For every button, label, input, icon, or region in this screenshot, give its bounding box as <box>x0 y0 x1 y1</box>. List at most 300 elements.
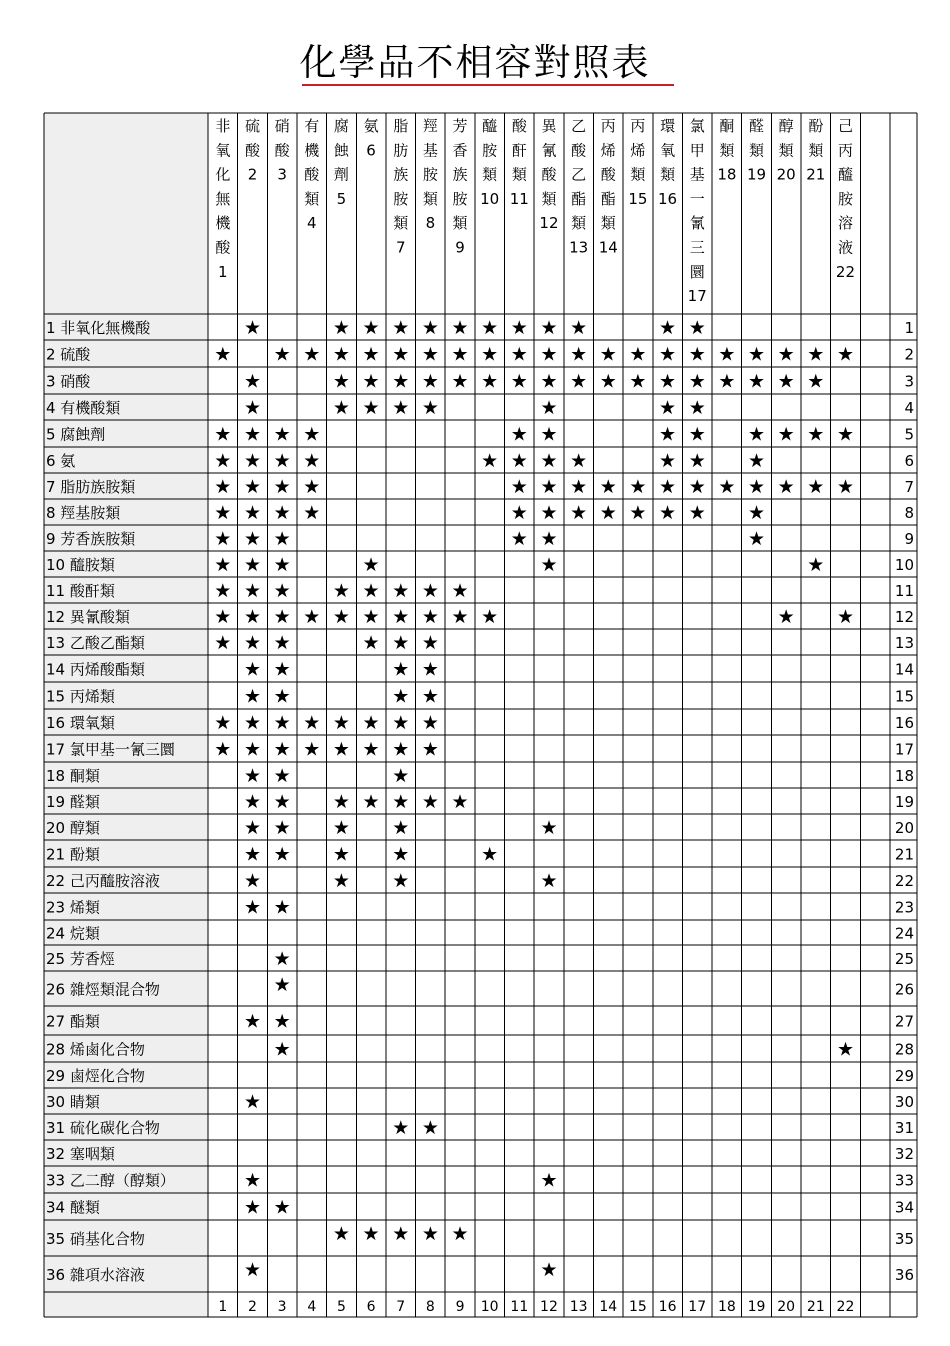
incompatible-mark: ★ <box>777 370 795 393</box>
incompatible-mark: ★ <box>599 502 617 524</box>
row-label: 29 鹵烴化合物 <box>46 1067 145 1085</box>
column-header-char: 類 <box>630 165 646 184</box>
incompatible-mark: ★ <box>392 712 410 734</box>
incompatible-mark: ★ <box>273 738 291 761</box>
incompatible-mark: ★ <box>362 370 380 393</box>
incompatible-mark: ★ <box>332 606 350 628</box>
incompatible-mark: ★ <box>421 712 439 734</box>
column-header-char: 酸 <box>215 238 231 257</box>
column-number-bottom: 20 <box>777 1299 796 1315</box>
incompatible-mark: ★ <box>273 632 291 654</box>
row-label: 15 丙烯類 <box>46 687 115 706</box>
column-header-char: 芳 <box>452 117 468 135</box>
incompatible-mark: ★ <box>659 450 677 472</box>
incompatible-mark: ★ <box>214 738 232 761</box>
column-header-char: 酯 <box>571 189 587 208</box>
incompatible-mark: ★ <box>214 502 232 524</box>
column-header <box>717 117 736 184</box>
row-number: 22 <box>894 872 914 890</box>
column-header-char: 胺 <box>482 141 498 160</box>
incompatible-mark: ★ <box>510 317 528 339</box>
row-number: 3 <box>904 372 914 391</box>
incompatible-mark: ★ <box>688 476 706 498</box>
column-header-char: 非 <box>215 117 231 135</box>
column-header <box>453 117 469 257</box>
column-header-char: 羥 <box>422 117 438 135</box>
incompatible-mark: ★ <box>629 343 647 366</box>
incompatible-mark: ★ <box>243 1010 261 1033</box>
incompatible-mark: ★ <box>570 317 588 339</box>
incompatible-mark: ★ <box>510 370 528 393</box>
row-number: 35 <box>894 1230 914 1248</box>
column-header-char: 醛 <box>749 117 765 135</box>
column-number-bottom: 6 <box>366 1299 376 1315</box>
row-number: 34 <box>894 1198 914 1217</box>
row-number: 16 <box>894 714 914 732</box>
incompatible-mark: ★ <box>570 450 588 472</box>
incompatible-mark: ★ <box>273 502 291 524</box>
incompatible-mark: ★ <box>392 397 410 419</box>
incompatible-mark: ★ <box>540 423 558 446</box>
incompatible-mark: ★ <box>807 554 825 576</box>
column-header-char: 11 <box>509 189 529 208</box>
column-header-char: 酐 <box>511 141 527 160</box>
column-header-char: 氰 <box>689 214 705 233</box>
column-header-char: 類 <box>660 165 676 184</box>
column-header-char: 類 <box>600 214 616 233</box>
column-header-char: 酸 <box>304 165 320 184</box>
column-header-char: 胺 <box>837 189 853 208</box>
column-number-bottom: 17 <box>688 1299 707 1315</box>
incompatible-mark: ★ <box>243 606 261 628</box>
column-number-bottom: 21 <box>806 1299 825 1315</box>
incompatible-mark: ★ <box>214 476 232 498</box>
column-header-char: 脂 <box>393 117 409 135</box>
row-number: 27 <box>894 1012 914 1031</box>
column-header-char: 胺 <box>452 189 468 208</box>
column-header-char: 腐 <box>333 117 349 135</box>
incompatible-mark: ★ <box>570 370 588 393</box>
column-header-char: 15 <box>628 189 648 208</box>
column-header-char: 三 <box>689 238 705 257</box>
incompatible-mark: ★ <box>392 1117 410 1139</box>
incompatible-mark: ★ <box>807 343 825 366</box>
row-label: 31 硫化碳化合物 <box>46 1119 160 1137</box>
incompatible-mark: ★ <box>688 317 706 339</box>
column-header <box>628 117 647 208</box>
incompatible-mark: ★ <box>659 423 677 446</box>
column-header <box>393 117 409 257</box>
incompatible-mark: ★ <box>243 738 261 761</box>
row-number: 20 <box>894 819 914 837</box>
incompatible-mark: ★ <box>214 632 232 654</box>
row-number: 24 <box>894 924 914 943</box>
column-header-char: 丙 <box>600 117 616 135</box>
incompatible-mark: ★ <box>540 528 558 550</box>
column-header-char: 氧 <box>215 141 231 160</box>
column-header-char: 甲 <box>689 141 705 160</box>
incompatible-mark: ★ <box>748 343 766 366</box>
incompatible-mark: ★ <box>421 580 439 602</box>
column-header <box>777 117 796 184</box>
column-header-char: 酮 <box>719 117 735 135</box>
column-header-char: 機 <box>215 214 231 233</box>
column-header-char: 有 <box>304 117 320 135</box>
column-header-char: 類 <box>808 141 824 160</box>
column-header-char: 胺 <box>422 165 438 184</box>
incompatible-mark: ★ <box>451 580 469 602</box>
incompatible-mark: ★ <box>540 450 558 472</box>
column-header-char: 液 <box>837 238 853 257</box>
incompatible-mark: ★ <box>807 370 825 393</box>
incompatible-mark: ★ <box>362 580 380 602</box>
column-header <box>245 117 261 184</box>
incompatible-mark: ★ <box>273 450 291 472</box>
incompatible-mark: ★ <box>392 738 410 761</box>
incompatible-mark: ★ <box>510 502 528 524</box>
incompatible-mark: ★ <box>392 658 410 681</box>
incompatible-mark: ★ <box>214 343 232 366</box>
incompatible-mark: ★ <box>392 765 410 787</box>
column-header-char: 5 <box>336 189 347 208</box>
column-header <box>480 117 499 208</box>
incompatible-mark: ★ <box>481 606 499 628</box>
column-number-bottom: 18 <box>717 1299 736 1315</box>
column-header-char: 13 <box>569 238 589 257</box>
column-header <box>658 117 677 208</box>
incompatible-mark: ★ <box>332 317 350 339</box>
incompatible-mark: ★ <box>748 423 766 446</box>
column-header-char: 1 <box>218 262 228 281</box>
incompatible-mark: ★ <box>451 370 469 393</box>
column-header-char: 醯 <box>837 165 853 184</box>
row-label: 1 非氧化無機酸 <box>46 319 151 337</box>
column-header <box>806 117 825 184</box>
column-number-bottom: 4 <box>307 1299 317 1315</box>
incompatible-mark: ★ <box>481 317 499 339</box>
column-header-char: 19 <box>746 165 767 184</box>
incompatible-mark: ★ <box>481 843 499 866</box>
incompatible-mark: ★ <box>718 476 736 498</box>
incompatible-mark: ★ <box>243 870 261 892</box>
column-header <box>569 117 588 257</box>
row-label: 33 乙二醇（醇類） <box>46 1171 175 1190</box>
row-number: 17 <box>894 740 914 759</box>
column-header <box>836 117 855 281</box>
incompatible-mark: ★ <box>332 843 350 866</box>
row-label: 19 醛類 <box>46 793 100 811</box>
column-header-char: 醇 <box>778 117 794 135</box>
incompatible-mark: ★ <box>243 397 261 419</box>
column-header <box>215 117 231 281</box>
column-header-char: 酚 <box>808 117 824 135</box>
incompatible-mark: ★ <box>421 317 439 339</box>
column-header-char: 12 <box>539 214 559 233</box>
column-header-char: 14 <box>598 238 618 257</box>
incompatible-mark: ★ <box>540 870 558 892</box>
incompatible-mark: ★ <box>273 554 291 576</box>
incompatible-mark: ★ <box>332 397 350 419</box>
incompatible-mark: ★ <box>243 658 261 681</box>
incompatible-mark: ★ <box>570 343 588 366</box>
column-header-char: 酸 <box>244 141 260 160</box>
incompatible-mark: ★ <box>510 476 528 498</box>
incompatible-mark: ★ <box>540 397 558 419</box>
column-header-char: 酸 <box>511 117 527 135</box>
column-header-char: 機 <box>304 141 320 160</box>
row-label: 8 羥基胺類 <box>46 504 121 522</box>
row-number: 12 <box>894 608 914 626</box>
incompatible-mark: ★ <box>273 658 291 681</box>
column-header-char: 化 <box>215 165 231 184</box>
incompatible-mark: ★ <box>629 370 647 393</box>
column-header-char: 類 <box>778 141 794 160</box>
column-number-bottom: 14 <box>599 1299 618 1315</box>
column-header-char: 基 <box>689 165 705 184</box>
row-label: 30 睛類 <box>46 1093 100 1111</box>
incompatible-mark: ★ <box>777 343 795 366</box>
row-label: 18 酮類 <box>46 767 100 785</box>
incompatible-mark: ★ <box>451 317 469 339</box>
column-header-char: 肪 <box>393 141 409 160</box>
incompatible-mark: ★ <box>243 528 261 550</box>
incompatible-mark: ★ <box>629 502 647 524</box>
column-number-bottom: 8 <box>425 1299 435 1315</box>
incompatible-mark: ★ <box>421 685 439 708</box>
incompatible-mark: ★ <box>540 370 558 393</box>
column-header-char: 10 <box>480 189 500 208</box>
incompatible-mark: ★ <box>243 817 261 839</box>
incompatible-mark: ★ <box>243 843 261 866</box>
column-header <box>599 117 618 257</box>
incompatible-mark: ★ <box>303 476 321 498</box>
incompatible-mark: ★ <box>659 397 677 419</box>
column-header-char: 一 <box>689 189 705 208</box>
column-header <box>510 117 529 208</box>
row-number: 29 <box>894 1067 914 1085</box>
incompatible-mark: ★ <box>332 738 350 761</box>
incompatible-mark: ★ <box>273 528 291 550</box>
column-header-char: 4 <box>307 214 317 233</box>
incompatible-mark: ★ <box>214 606 232 628</box>
column-number-bottom: 11 <box>510 1299 529 1315</box>
column-header-char: 20 <box>776 165 796 184</box>
incompatible-mark: ★ <box>392 632 410 654</box>
row-number: 5 <box>904 425 914 444</box>
incompatible-mark: ★ <box>362 554 380 576</box>
incompatible-mark: ★ <box>362 343 380 366</box>
column-number-bottom: 22 <box>836 1299 855 1315</box>
row-label: 2 硫酸 <box>46 345 91 364</box>
row-label: 13 乙酸乙酯類 <box>46 634 145 652</box>
column-header-char: 丙 <box>630 117 646 135</box>
incompatible-mark: ★ <box>243 896 261 919</box>
column-header-char: 類 <box>541 189 557 208</box>
column-header-char: 酯 <box>600 189 616 208</box>
column-header-char: 乙 <box>571 117 587 135</box>
incompatible-mark: ★ <box>421 658 439 681</box>
incompatible-mark: ★ <box>659 502 677 524</box>
column-header-char: 氧 <box>660 141 676 160</box>
incompatible-mark: ★ <box>451 606 469 628</box>
incompatible-mark: ★ <box>273 843 291 866</box>
column-header-char: 基 <box>422 141 438 160</box>
incompatible-mark: ★ <box>332 817 350 839</box>
incompatible-mark: ★ <box>392 817 410 839</box>
incompatible-mark: ★ <box>599 370 617 393</box>
row-label: 3 硝酸 <box>46 372 91 391</box>
column-header-char: 17 <box>687 287 707 306</box>
column-header-char: 類 <box>511 165 527 184</box>
incompatible-mark: ★ <box>392 317 410 339</box>
incompatible-mark: ★ <box>777 423 795 446</box>
incompatible-mark: ★ <box>243 450 261 472</box>
incompatible-mark: ★ <box>421 343 439 366</box>
incompatible-mark: ★ <box>510 343 528 366</box>
incompatible-mark: ★ <box>688 423 706 446</box>
incompatible-mark: ★ <box>748 528 766 550</box>
incompatible-mark: ★ <box>748 476 766 498</box>
row-label: 17 氯甲基一氰三圜 <box>46 740 175 759</box>
incompatible-mark: ★ <box>392 606 410 628</box>
column-number-bottom: 9 <box>455 1299 465 1315</box>
column-number-bottom: 3 <box>277 1299 287 1315</box>
column-header-char: 3 <box>277 165 287 184</box>
column-header-char: 蝕 <box>333 141 349 160</box>
incompatible-mark: ★ <box>243 632 261 654</box>
incompatible-mark: ★ <box>362 397 380 419</box>
column-header-char: 硝 <box>274 117 290 135</box>
column-header-char: 類 <box>749 141 765 160</box>
column-header-char: 6 <box>366 141 376 160</box>
incompatible-mark: ★ <box>421 1117 439 1139</box>
incompatible-mark: ★ <box>273 606 291 628</box>
incompatible-mark: ★ <box>421 1223 439 1245</box>
incompatible-mark: ★ <box>540 317 558 339</box>
row-number: 21 <box>894 845 914 864</box>
row-number: 4 <box>904 399 914 417</box>
incompatible-mark: ★ <box>243 502 261 524</box>
incompatible-mark: ★ <box>214 450 232 472</box>
column-header-char: 烯 <box>600 141 616 160</box>
incompatible-mark: ★ <box>273 974 291 996</box>
incompatible-mark: ★ <box>362 738 380 761</box>
incompatible-mark: ★ <box>599 476 617 498</box>
row-label: 12 異氰酸類 <box>46 608 130 626</box>
incompatible-mark: ★ <box>273 896 291 919</box>
row-label: 20 醇類 <box>46 819 100 837</box>
incompatible-mark: ★ <box>421 606 439 628</box>
row-number: 15 <box>894 687 914 706</box>
incompatible-mark: ★ <box>332 580 350 602</box>
column-header <box>539 117 558 232</box>
row-label: 24 烷類 <box>46 924 100 943</box>
incompatible-mark: ★ <box>243 712 261 734</box>
row-label: 14 丙烯酸酯類 <box>46 660 145 679</box>
incompatible-mark: ★ <box>510 450 528 472</box>
incompatible-mark: ★ <box>540 1259 558 1281</box>
incompatible-mark: ★ <box>688 343 706 366</box>
column-header <box>304 117 320 232</box>
incompatible-mark: ★ <box>332 370 350 393</box>
incompatible-mark: ★ <box>332 1223 350 1245</box>
row-label: 11 酸酐類 <box>46 582 115 600</box>
incompatible-mark: ★ <box>392 685 410 708</box>
incompatible-mark: ★ <box>659 317 677 339</box>
incompatible-mark: ★ <box>836 343 854 366</box>
incompatible-mark: ★ <box>718 370 736 393</box>
incompatible-mark: ★ <box>243 1196 261 1219</box>
incompatible-mark: ★ <box>362 632 380 654</box>
incompatible-mark: ★ <box>214 712 232 734</box>
incompatible-mark: ★ <box>748 370 766 393</box>
row-label: 22 己丙醯胺溶液 <box>46 872 160 890</box>
row-number: 19 <box>894 793 914 811</box>
row-label: 21 酚類 <box>46 845 100 864</box>
column-number-bottom: 15 <box>629 1299 647 1315</box>
incompatible-mark: ★ <box>214 580 232 602</box>
row-number: 8 <box>904 504 914 522</box>
page-title: 化學品不相容對照表 <box>299 41 651 84</box>
incompatible-mark: ★ <box>451 1223 469 1245</box>
column-header-char: 7 <box>395 238 406 257</box>
incompatible-mark: ★ <box>273 1196 291 1219</box>
column-header-char: 9 <box>455 238 465 257</box>
row-label: 23 烯類 <box>46 898 100 917</box>
incompatible-mark: ★ <box>243 317 261 339</box>
incompatible-mark: ★ <box>510 528 528 550</box>
incompatible-mark: ★ <box>777 476 795 498</box>
row-number: 7 <box>904 478 914 496</box>
incompatible-mark: ★ <box>273 948 291 970</box>
row-number: 23 <box>894 898 914 917</box>
column-header-char: 酸 <box>274 141 290 160</box>
incompatible-mark: ★ <box>303 343 321 366</box>
column-header-char: 酸 <box>541 165 557 184</box>
incompatible-mark: ★ <box>273 791 291 813</box>
incompatible-mark: ★ <box>421 738 439 761</box>
row-label: 4 有機酸類 <box>46 399 121 417</box>
column-number-bottom: 1 <box>218 1299 228 1315</box>
column-number-bottom: 16 <box>658 1299 677 1315</box>
incompatible-mark: ★ <box>214 423 232 446</box>
column-header-char: 醯 <box>482 117 498 135</box>
incompatible-mark: ★ <box>243 1169 261 1192</box>
column-header-char: 乙 <box>571 165 587 184</box>
incompatible-mark: ★ <box>659 343 677 366</box>
incompatible-mark: ★ <box>540 554 558 576</box>
incompatible-mark: ★ <box>332 343 350 366</box>
incompatible-mark: ★ <box>688 370 706 393</box>
incompatible-mark: ★ <box>273 685 291 708</box>
incompatible-mark: ★ <box>362 606 380 628</box>
incompatible-mark: ★ <box>392 791 410 813</box>
column-number-bottom: 2 <box>248 1299 257 1315</box>
incompatible-mark: ★ <box>570 502 588 524</box>
incompatible-mark: ★ <box>362 1223 380 1245</box>
row-number: 9 <box>904 530 914 548</box>
column-header-char: 氯 <box>689 117 705 135</box>
row-label: 10 醯胺類 <box>46 556 115 574</box>
column-header-char: 氰 <box>541 141 557 160</box>
incompatible-mark: ★ <box>836 1038 854 1061</box>
incompatible-mark: ★ <box>303 502 321 524</box>
column-header-char: 18 <box>717 165 737 184</box>
column-header <box>423 117 439 232</box>
column-header-char: 2 <box>247 165 258 184</box>
row-label: 35 硝基化合物 <box>46 1230 145 1248</box>
row-label: 27 酯類 <box>46 1012 100 1031</box>
